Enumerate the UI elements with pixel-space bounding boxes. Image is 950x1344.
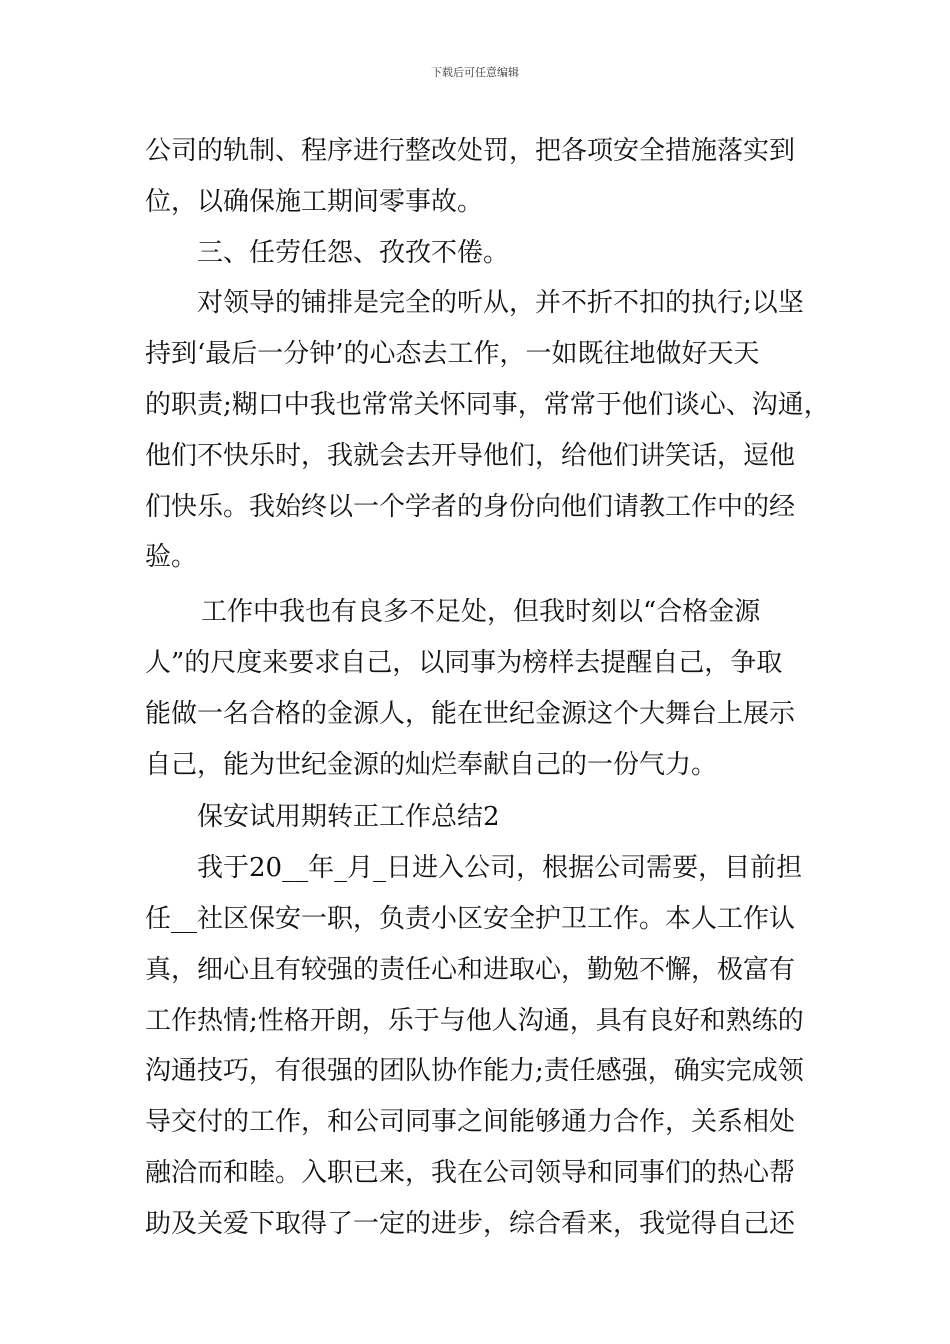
text-line: 的职责;糊口中我也常常关怀同事，常常于他们谈心、沟通， [145, 389, 830, 420]
section-heading: 三、任劳任怨、孜孜不倦。 [197, 237, 510, 268]
text-line: 助及关爱下取得了一定的进步，综合看来，我觉得自己还 [145, 1208, 796, 1239]
text-line: 对领导的铺排是完全的听从，并不折不扣的执行;以坚 [197, 288, 804, 319]
text-line: 他们不快乐时，我就会去开导他们，给他们讲笑话，逗他 [145, 440, 796, 471]
text-line: 自己，能为世纪金源的灿烂奉献自己的一份气力。 [145, 749, 718, 780]
text-line: 任__社区保安一职，负责小区安全护卫工作。本人工作认 [145, 903, 796, 934]
text-line: 工作中我也有良多不足处，但我时刻以“合格金源 [201, 597, 761, 628]
text-line: 人”的尺度来要求自己，以同事为榜样去提醒自己，争取 [145, 647, 783, 678]
page-header-note: 下载后可任意编辑 [431, 66, 519, 79]
text-line: 我于20__年_月_日进入公司，根据公司需要，目前担 [197, 853, 803, 884]
text-line: 能做一名合格的金源人，能在世纪金源这个大舞台上展示 [145, 698, 796, 729]
text-line: 真，细心且有较强的责任心和进取心，勤勉不懈，极富有 [145, 954, 796, 985]
article-title: 保安试用期转正工作总结2 [197, 802, 500, 833]
document-body [145, 126, 830, 1250]
text-line: 持到‘最后一分钟’的心态去工作，一如既往地做好天天 [145, 339, 760, 370]
text-line: 导交付的工作，和公司同事之间能够通力合作，关系相处 [145, 1107, 796, 1138]
text-line: 位，以确保施工期间零事故。 [145, 186, 484, 217]
text-line: 沟通技巧，有很强的团队协作能力;责任感强，确实完成领 [145, 1056, 804, 1087]
text-line: 融洽而和睦。入职已来，我在公司领导和同事们的热心帮 [145, 1157, 796, 1188]
text-line: 公司的轨制、程序进行整改处罚，把各项安全措施落实到 [145, 136, 796, 166]
text-line: 们快乐。我始终以一个学者的身份向他们请教工作中的经 [145, 491, 796, 522]
text-line: 验。 [145, 542, 198, 573]
text-line: 工作热情;性格开朗，乐于与他人沟通，具有良好和熟练的 [145, 1005, 804, 1036]
